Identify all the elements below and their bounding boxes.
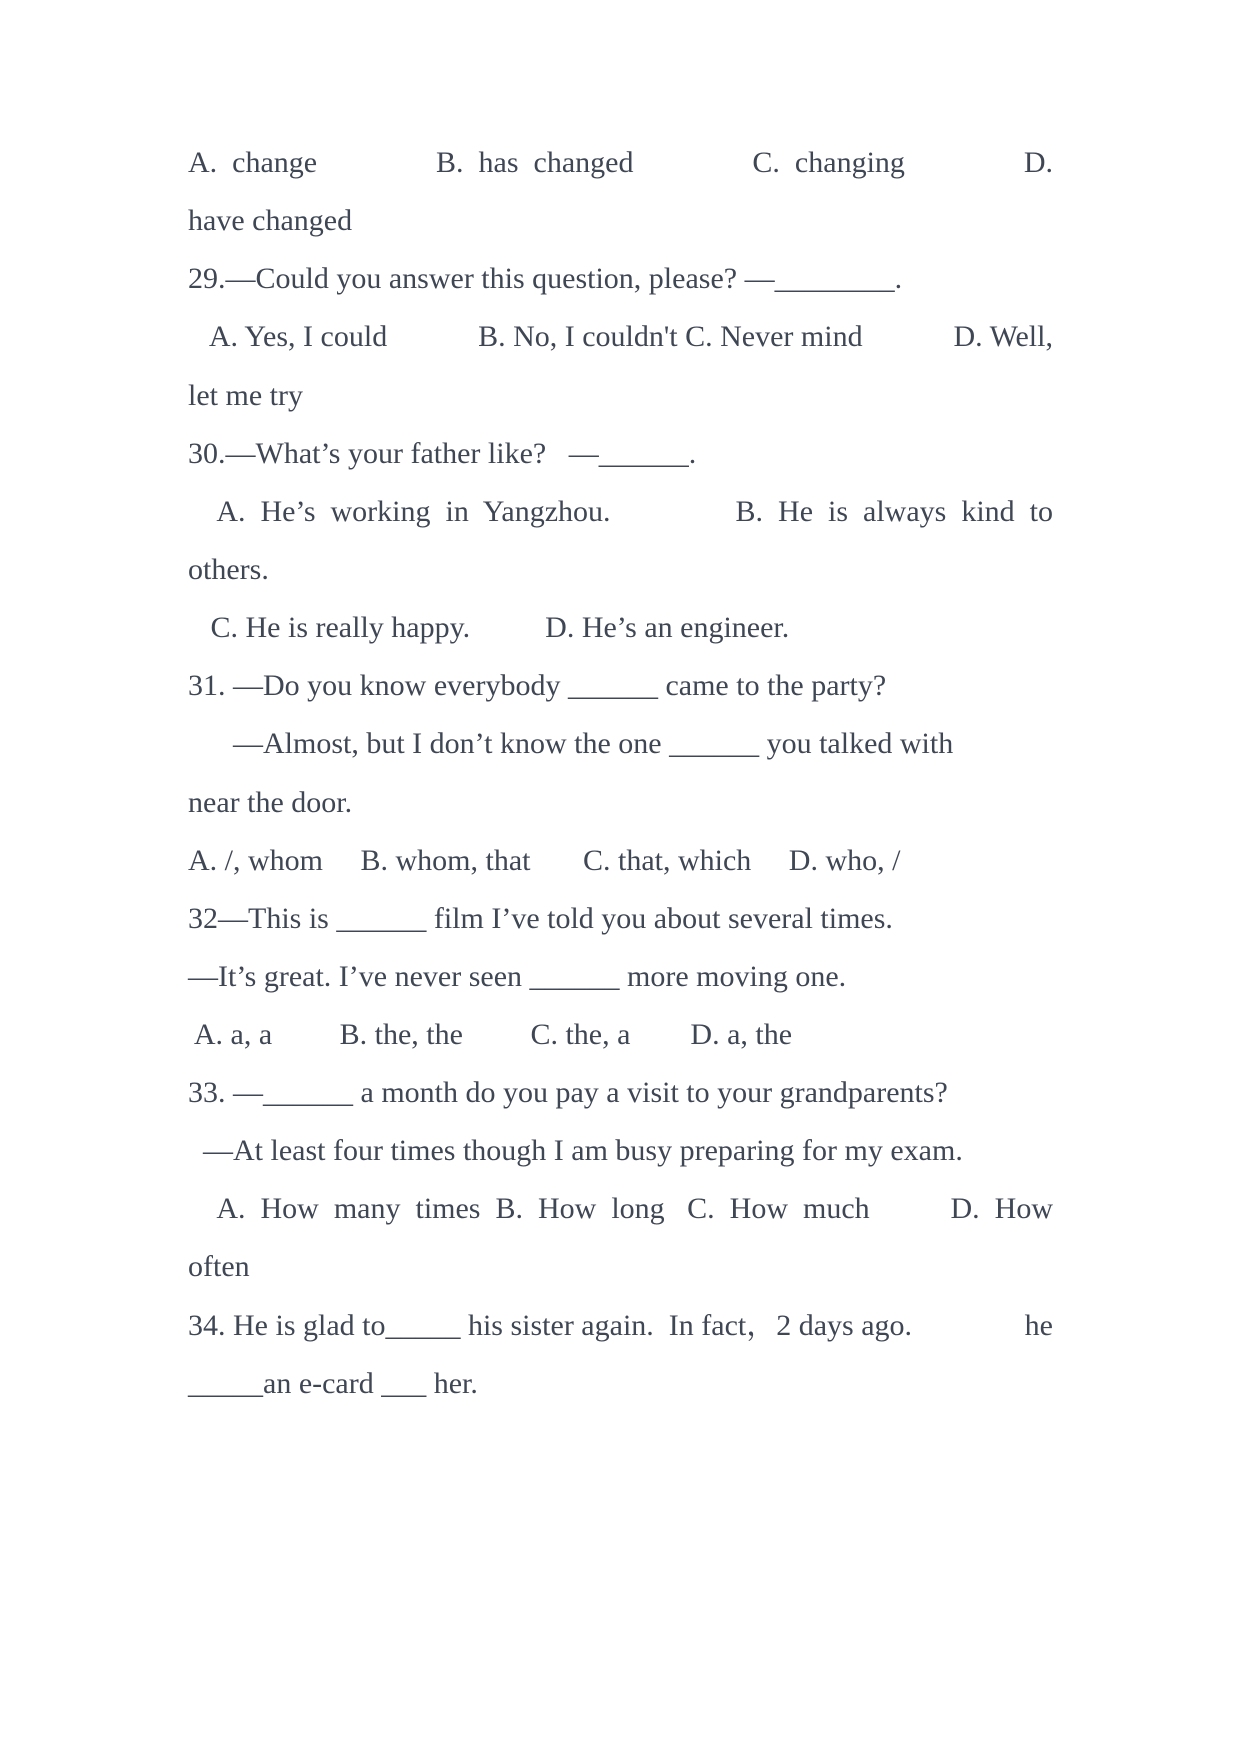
q30-options-line-1 <box>188 490 1053 534</box>
q31-reply-cont: near the door. <box>188 786 353 819</box>
question-31: 31. —Do you know everybody ______ came to the party? <box>188 669 887 702</box>
q33-option-a-b-c: A. How many times B. How long C. How much <box>188 1192 870 1225</box>
q29-option-d-cont: let me try <box>188 379 303 412</box>
q29-option-d: D. Well, <box>953 320 1053 353</box>
question-34-part-1: 34. He is glad to_____ his sister again. In fact，2 days ago. <box>188 1309 913 1342</box>
question-32: 32—This is ______ film I’ve told you about several times. <box>188 902 893 935</box>
q30-option-b-cont: others. <box>188 553 269 586</box>
question-29: 29.—Could you answer this question, please? —________. <box>188 262 903 295</box>
q31-options: A. /, whom B. whom, that C. that, which D. who, / <box>188 844 901 877</box>
q29-option-b-c: B. No, I couldn't C. Never mind <box>478 320 863 353</box>
q31-reply-line <box>188 722 1053 766</box>
q33-reply: —At least four times though I am busy preparing for my exam. <box>188 1134 963 1167</box>
question-33: 33. —______ a month do you pay a visit to your grandparents? <box>188 1076 948 1109</box>
question-34-line-2: _____an e-card ___ her. <box>188 1367 478 1400</box>
q29-option-a: A. Yes, I could <box>188 320 388 353</box>
question-34-line-1 <box>188 1304 1053 1348</box>
question-30: 30.—What’s your father like? —______. <box>188 437 697 470</box>
q30-option-b: B. He is always kind to <box>735 495 1053 528</box>
q33-option-d-cont: often <box>188 1250 250 1283</box>
q30-options-line-2: C. He is really happy. D. He’s an engineer. <box>188 611 790 644</box>
q29-options-line <box>188 315 1053 359</box>
q33-options-line <box>188 1187 1053 1231</box>
q28-option-d-label: D. <box>1023 146 1053 179</box>
q33-option-d: D. How <box>950 1192 1053 1225</box>
q30-option-a: A. He’s working in Yangzhou. <box>188 495 611 528</box>
q28-option-a: A. change <box>188 146 318 179</box>
q31-reply: —Almost, but I don’t know the one ______ you talked with <box>188 727 954 760</box>
q28-option-c: C. changing <box>752 146 905 179</box>
q32-reply: —It’s great. I’ve never seen ______ more moving one. <box>188 960 847 993</box>
q28-option-b: B. has changed <box>436 146 634 179</box>
q28-options-line <box>188 141 1053 185</box>
q28-option-d-text: have changed <box>188 204 353 237</box>
q32-options: A. a, a B. the, the C. the, a D. a, the <box>188 1018 793 1051</box>
question-34-part-2: he <box>1024 1309 1053 1342</box>
